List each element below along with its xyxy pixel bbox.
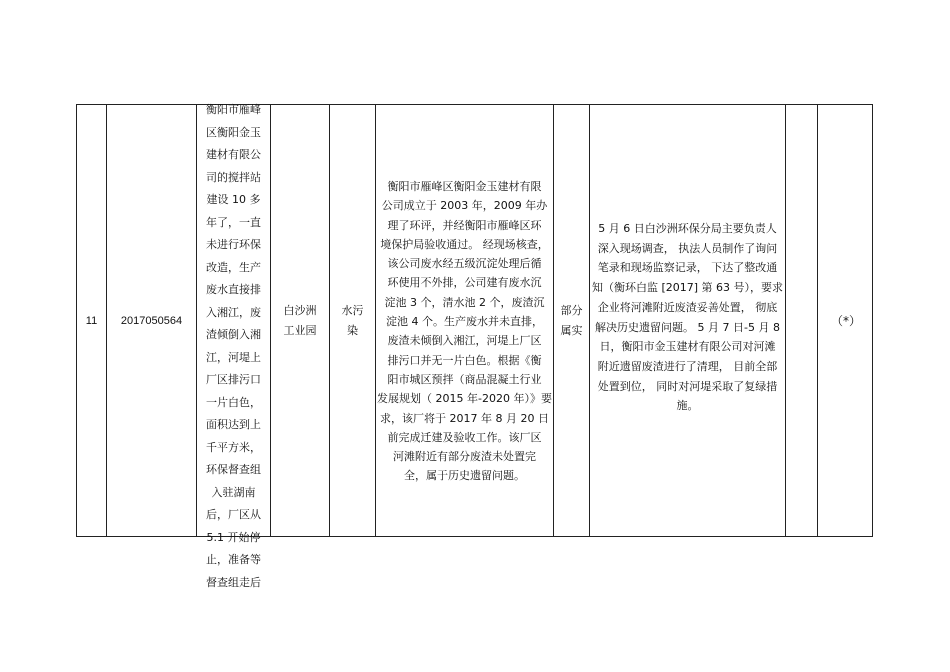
- complaint-text: 衡阳市雁峰 区衡阳金玉 建材有限公 司的搅拌站 建设 10 多 年了，一直 未进行环保 改造，生产 废水直接排 入湘江，废 渣倾倒入湘 江，河堤上 厂区排污口 一片白色， 面积达到上 千平方米， 环保督查组 入驻湖南 后，厂区从 5.1 开始停 止，准备等 督查组走后: [206, 103, 261, 589]
- pollution-type: 水污 染: [341, 303, 364, 337]
- mark-cell: [818, 105, 874, 536]
- remark-cell: [786, 105, 817, 536]
- investigation-cell: [376, 105, 553, 536]
- row-index: 11: [85, 314, 98, 327]
- row-index-cell: [77, 105, 106, 536]
- complaint-id: 2017050564: [120, 314, 183, 327]
- investigation-text: 衡阳市雁峰区衡阳金玉建材有限 公司成立于 2003 年，2009 年办 理了环评，并经衡阳市雁峰区环 境保护局验收通过。 经现场核查， 该公司废水经五级沉淀处理后循 环使用不外排，公司建有废水沉 淀池 3 个，清水池 2 个，废渣沉 淀池 4 个。生产废水并未直排， 废渣未倾倒入湘江，河堤上厂区 排污口并无一片白色。根据《衡 阳市城区预拌（商品混凝土行业 发展规划（ 2015 年-2020 年）》要 求，该厂将于 2017 年 8 月 20 日 前完成迁建及验收工作。该厂区 河滩附近有部分废渣未处置完 全，属于历史遗留问题。: [377, 180, 552, 483]
- handling-text: 5 月 6 日白沙洲环保分局主要负责人 深入现场调查， 执法人员制作了询问 笔录和现场监察记录， 下达了整改通 知（衡环白监 [2017] 第 63 号），要求 企业将河滩附近废渣妥善处置， 彻底 解决历史遗留问题。 5 月 7 日-5 月 8 日，衡阳市金玉建材有限公司对河滩 附近遗留废渣进行了清理， 目前全部 处置到位， 同时对河堤采取了复绿措 施。: [591, 222, 784, 413]
- pollution-type-cell: [330, 105, 375, 536]
- complaint-table: [76, 103, 873, 589]
- district: 白沙洲 工业园: [283, 303, 317, 337]
- complaint-id-cell: [107, 105, 196, 536]
- handling-cell: [590, 105, 785, 536]
- district-cell: [271, 105, 329, 536]
- mark: （*）: [830, 313, 861, 328]
- verdict: 部分 属实: [560, 303, 583, 337]
- verdict-cell: [554, 105, 589, 536]
- complaint-text-cell: [197, 103, 270, 589]
